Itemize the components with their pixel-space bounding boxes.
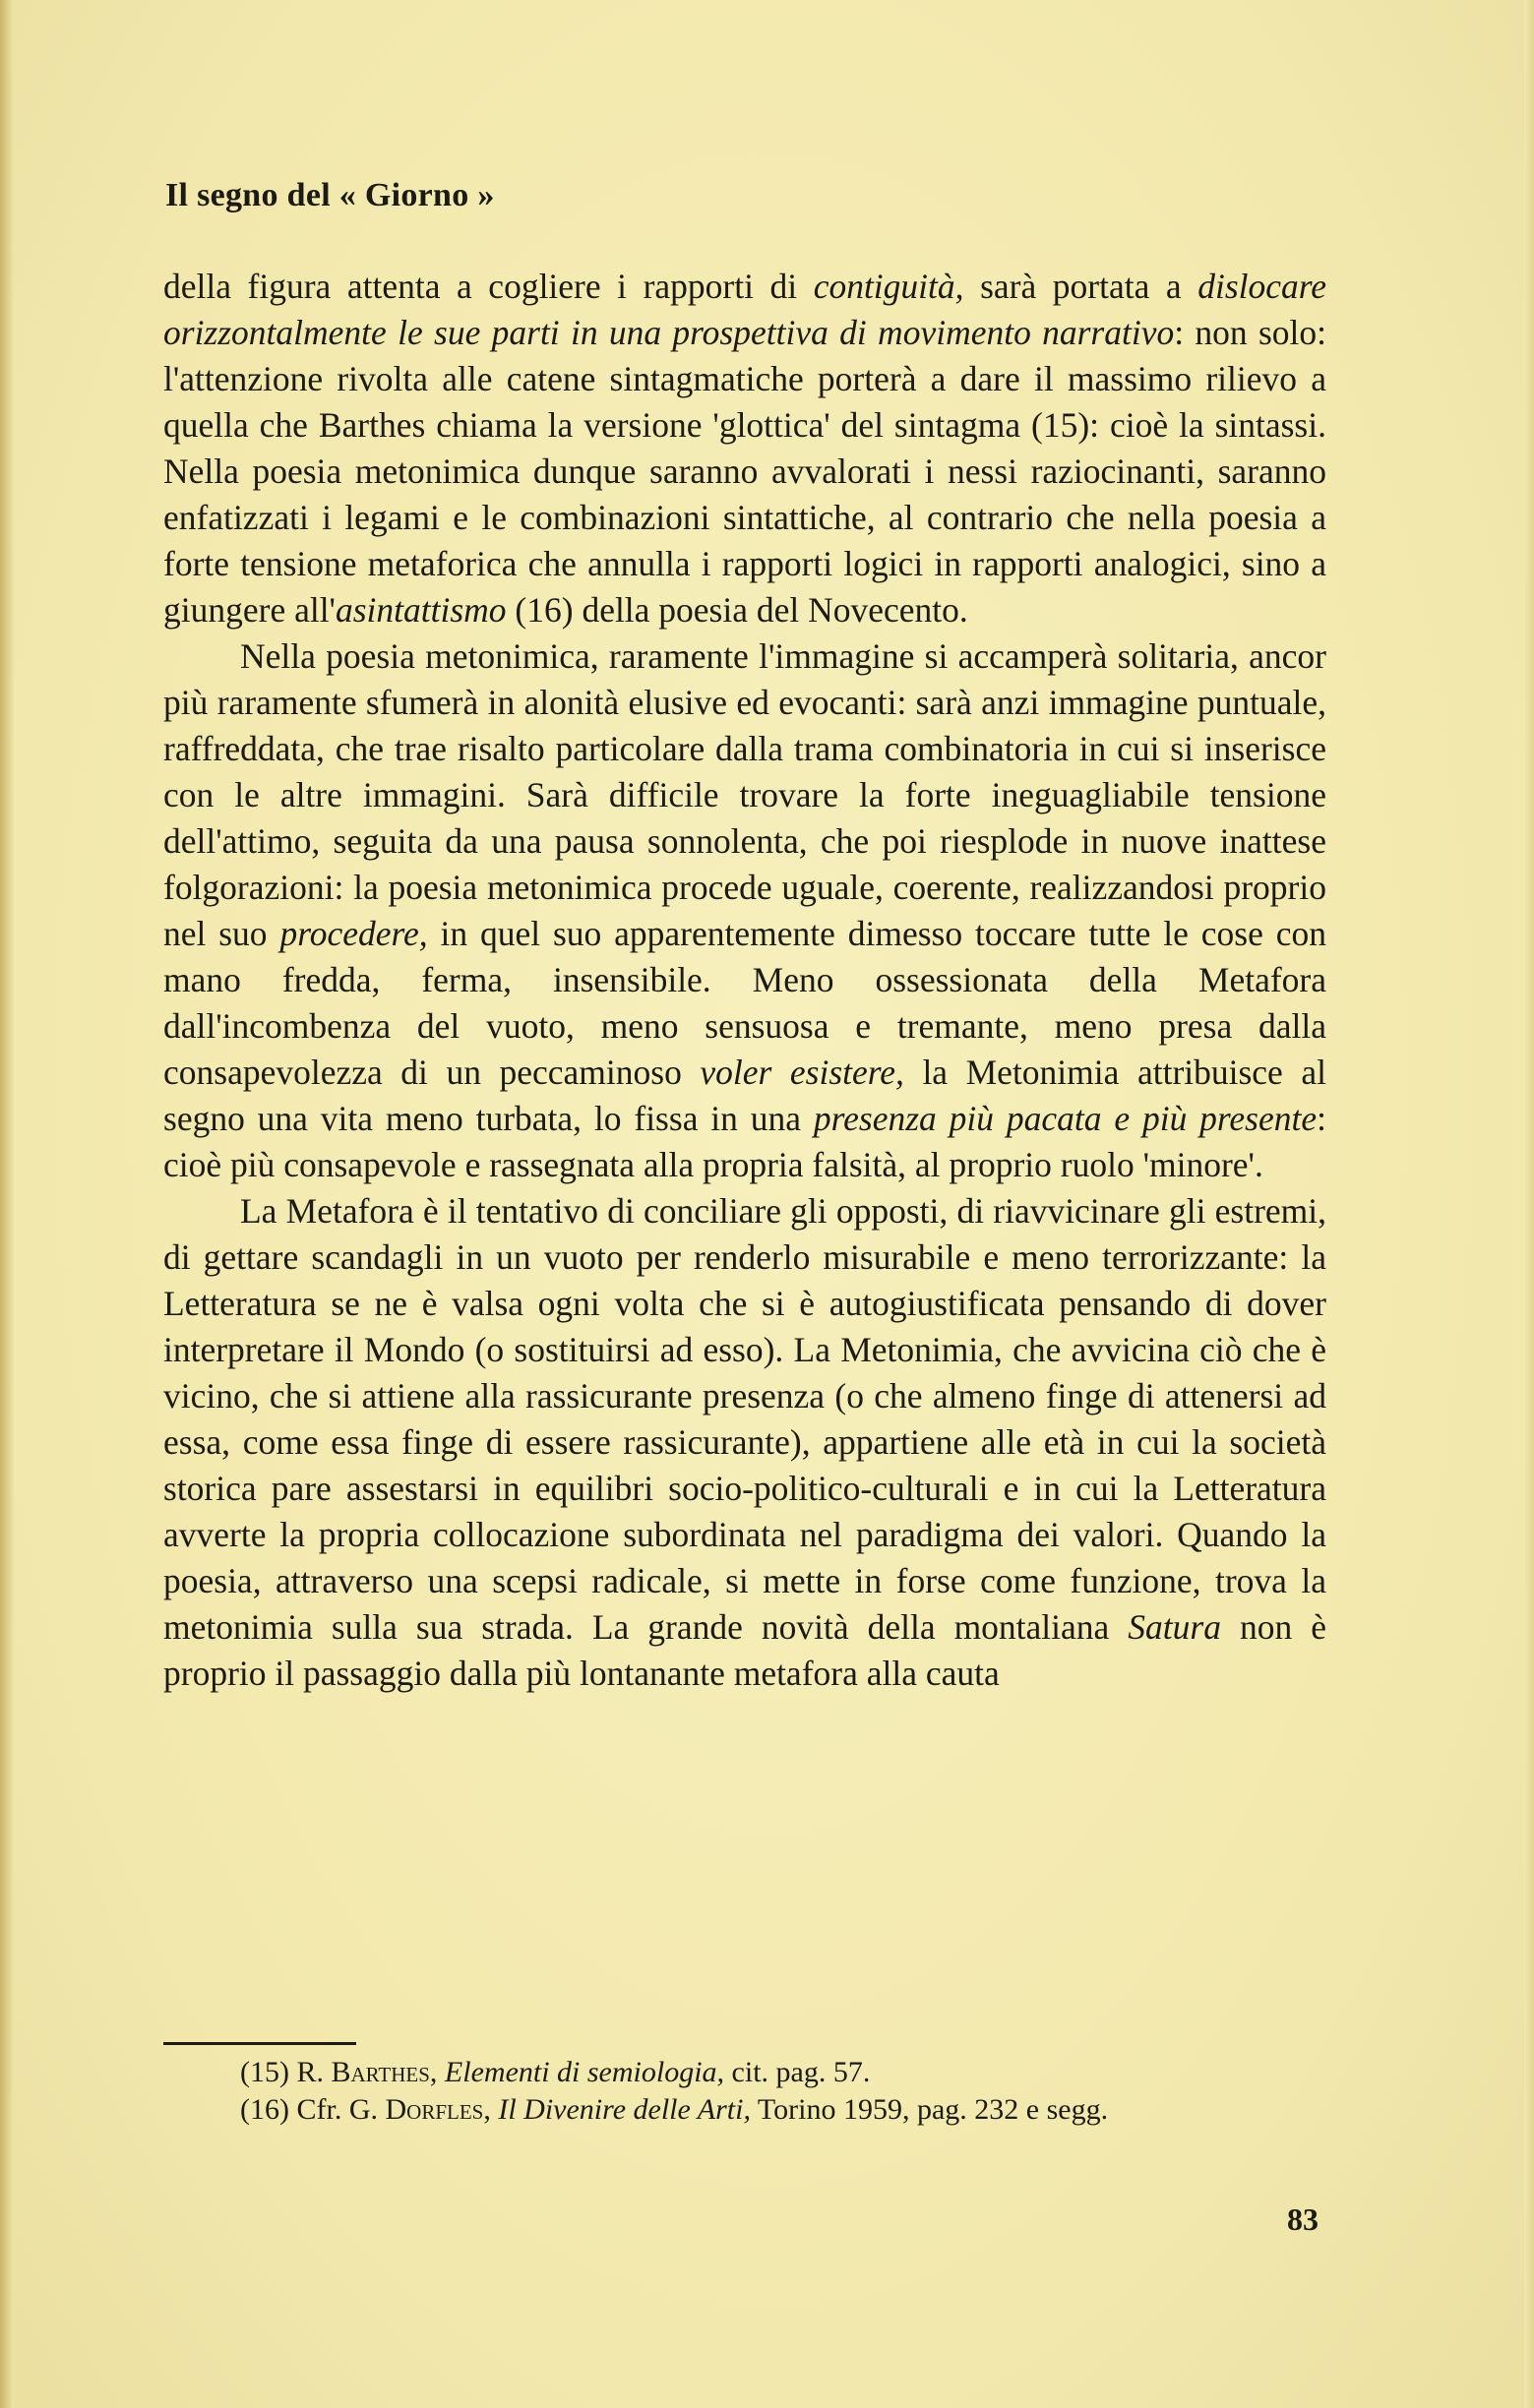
footnote-15 — [163, 2054, 1326, 2091]
p1-text-g: (16) della poesia del Novecento. — [506, 590, 968, 630]
p3-italic-satura: Satura — [1128, 1607, 1221, 1647]
running-head: Il segno del « Giorno » — [165, 177, 495, 213]
p3-text-a: La Metafora è il tentativo di conciliare gli opposti, di riavvicinare gli estremi, di gettare scandagli in un vuoto per renderlo misurabile e meno terrorizzante: la Letteratura se ne è valsa ogni volta che si è autogiustificata pensando di dover interpretare il Mondo (o sostituirsi ad esso). La Metonimia, che avvicina ciò che è vicino, che si attiene alla rassicurante presenza (o che almeno finge di attenersi ad essa, come essa finge di essere rassicurante), appartiene alle età in cui la società storica pare assestarsi in equilibri socio-politico-culturali e in cui la Letteratura avverte la propria collocazione subordinata nel paradigma dei valori. Quando la poesia, attraverso una scepsi radicale, si mette in forse come funzione, trova la metonimia sulla sua strada. La grande novità della montaliana — [163, 1191, 1326, 1647]
fn15-title: Elementi di semiologia, — [444, 2056, 725, 2088]
p2-text-c: in quel suo apparentemente dimesso toccare tutte le cose con mano fredda, ferma, insensibile. Meno ossessionata della Metafora dall'incombenza del vuoto, meno sensuosa e tremante, meno presa dalla consapevolezza di un peccaminoso — [163, 914, 1327, 1092]
p2-text-a: Nella poesia metonimica, raramente l'immagine si accamperà solitaria, ancor più raramente sfumerà in alonità elusive ed evocanti: sarà anzi immagine puntuale, raffreddata, che trae risalto particolare dalla trama combinatoria in cui si inserisce con le altre immagini. Sarà difficile trovare la forte ineguagliabile tensione dell'attimo, seguita da una pausa sonnolenta, che poi riesplode in nuove inattese folgorazioni: la poesia metonimica procede uguale, coerente, realizzandosi proprio nel suo — [163, 636, 1326, 953]
p1-text-c: sarà portata a — [963, 267, 1198, 306]
fn16-prefix: (16) Cfr. G. — [240, 2093, 386, 2126]
fn16-suffix: Torino 1959, pag. 232 e segg. — [750, 2093, 1109, 2126]
paragraph-3 — [163, 1188, 1326, 1697]
fn15-sep: , — [429, 2056, 445, 2088]
page-edge-right — [1524, 0, 1534, 2408]
paragraph-2 — [163, 633, 1326, 1188]
p1-italic-dislocare: dislocare orizzontalmente le sue parti in una prospettiva di movimento narrativo — [163, 267, 1327, 352]
footnote-16 — [163, 2091, 1326, 2129]
fn16-title: Il Divenire delle Arti, — [498, 2093, 751, 2126]
p3-text-c: non è proprio il passaggio dalla più lontanante metafora alla cauta — [163, 1607, 1326, 1693]
fn16-sep: , — [483, 2093, 499, 2126]
body-text — [163, 264, 1326, 1697]
paragraph-1 — [163, 264, 1326, 633]
footnote-divider — [163, 2042, 356, 2045]
fn16-author: Dorfles — [385, 2093, 484, 2126]
p2-italic-presenza: presenza più pacata e più presente — [813, 1099, 1318, 1138]
p1-italic-contiguita: contiguità, — [813, 267, 964, 306]
fn15-suffix: cit. pag. 57. — [724, 2056, 871, 2088]
p2-text-g: : cioè più consapevole e rassegnata alla propria falsità, al proprio ruolo 'minore'. — [163, 1099, 1326, 1184]
p1-text-e: : non solo: l'attenzione rivolta alle catene sintagmatiche porterà a dare il massimo rilievo a quella che Barthes chiama la versione 'glottica' del sintagma (15): cioè la sintassi. Nella poesia metonimica dunque saranno avvalorati i nessi raziocinanti, saranno enfatizzati i legami e le combinazioni sintattiche, al contrario che nella poesia a forte tensione metaforica che annulla i rapporti logici in rapporti analogici, sino a giungere all' — [163, 313, 1326, 630]
p2-italic-voler-esistere: voler esistere, — [700, 1053, 904, 1092]
page-edge-left — [0, 0, 14, 2408]
p2-text-e: la Metonimia attribuisce al segno una vita meno turbata, lo fissa in una — [163, 1053, 1326, 1138]
fn15-prefix: (15) R. — [240, 2056, 332, 2088]
p1-text-a: della figura attenta a cogliere i rapporti di — [163, 267, 814, 306]
footnotes — [163, 2054, 1326, 2129]
p2-italic-procedere: procedere, — [279, 914, 428, 953]
page-number: 83 — [1287, 2201, 1319, 2237]
fn15-author: Barthes — [331, 2056, 430, 2088]
p1-italic-asintattismo: asintattismo — [335, 590, 507, 630]
